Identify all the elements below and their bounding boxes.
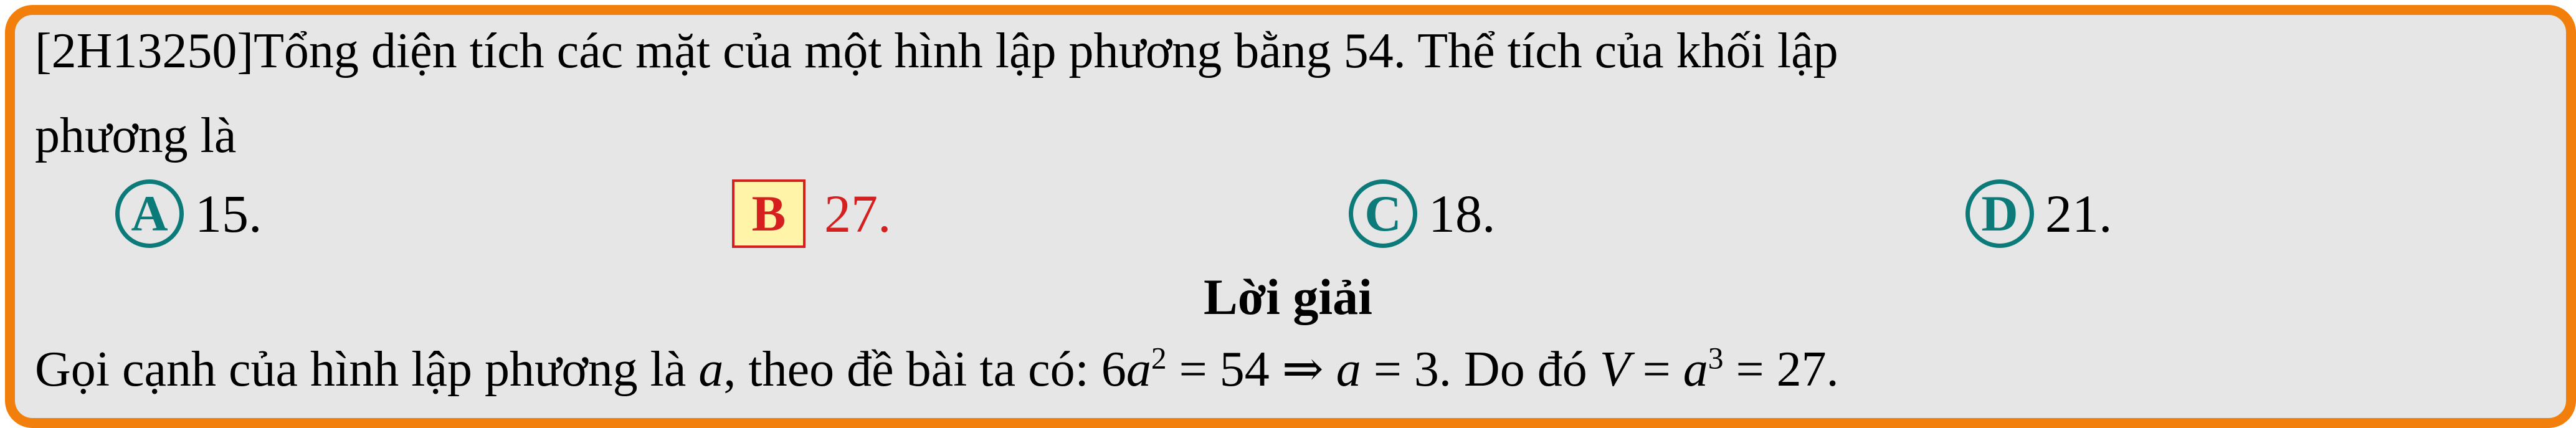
solution-eq2-var: a xyxy=(1336,342,1361,397)
question-line-1 xyxy=(35,26,1838,76)
solution-part-1: Gọi cạnh của hình lập phương là xyxy=(35,342,699,397)
solution-eq1-var: a xyxy=(1126,342,1151,397)
option-b[interactable] xyxy=(732,173,891,254)
option-b-value: 27. xyxy=(824,184,891,244)
solution-eq3-exp: 3 xyxy=(1708,341,1724,376)
solution-eq1-exp: 2 xyxy=(1151,341,1167,376)
option-c-value: 18. xyxy=(1428,184,1496,244)
solution-text xyxy=(35,340,1839,398)
solution-eq3-mid: = xyxy=(1630,342,1683,397)
solution-eq3-rest: = 27. xyxy=(1723,342,1839,397)
solution-eq1-coef: 6 xyxy=(1101,342,1126,397)
solution-eq2-rest: = 3. Do đó xyxy=(1361,342,1600,397)
solution-eq3-var: V xyxy=(1599,342,1630,397)
question-code: [2H13250] xyxy=(35,24,254,78)
option-a-value: 15. xyxy=(195,184,262,244)
solution-eq3-var2: a xyxy=(1683,342,1708,397)
solution-part-2: , theo đề bài ta có: xyxy=(723,342,1101,397)
solution-var-a: a xyxy=(698,342,724,397)
question-text-1: Tổng diện tích các mặt của một hình lập phương bằng 54. Thể tích của khối lập xyxy=(254,24,1838,78)
option-b-letter: B xyxy=(732,179,806,248)
solution-title: Lời giải xyxy=(1204,269,1372,325)
option-d-value: 21. xyxy=(2045,184,2113,244)
option-d[interactable] xyxy=(1965,173,2113,254)
option-c[interactable] xyxy=(1349,173,1496,254)
option-a-letter: A xyxy=(115,179,184,248)
question-line-2: phương là xyxy=(35,108,237,163)
option-d-letter: D xyxy=(1965,179,2034,248)
option-c-letter: C xyxy=(1349,179,1417,248)
option-a[interactable] xyxy=(115,173,262,254)
solution-eq1-rest: = 54 ⇒ xyxy=(1166,342,1336,397)
